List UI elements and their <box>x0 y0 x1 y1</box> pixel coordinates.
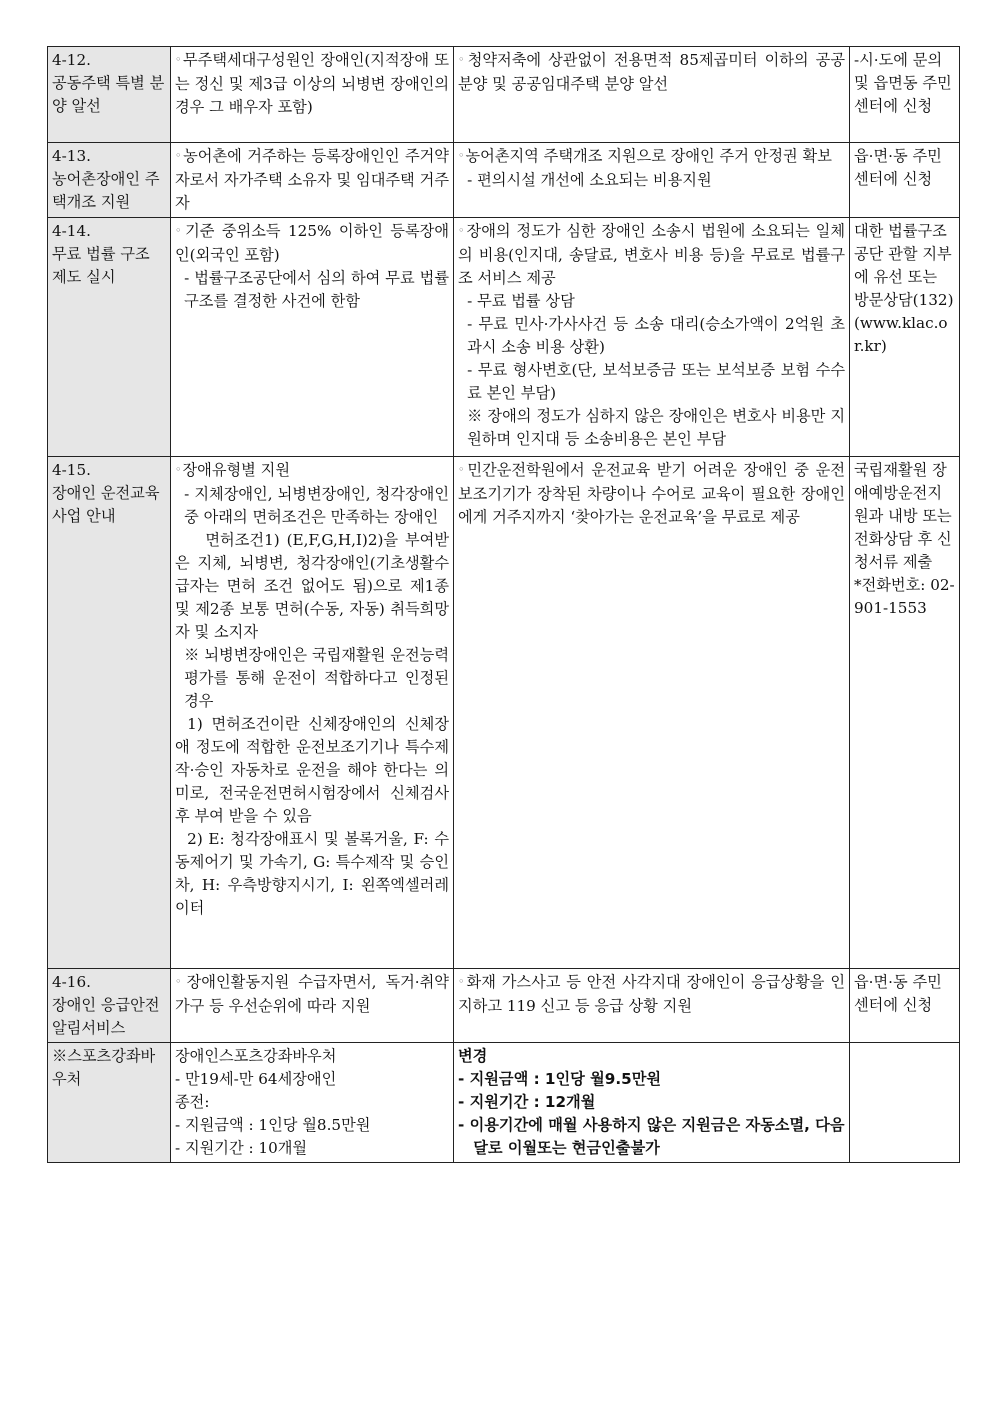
content-cell: ◦ 농어촌지역 주택개조 지원으로 장애인 주거 안정권 확보 - 편의시설 개선에 소요되는 비용지원 <box>454 143 850 218</box>
service-table <box>47 46 960 1163</box>
target-cell: ◦ 무주택세대구성원인 장애인(지적장애 또는 정신 및 제3급 이상의 뇌병변 장애인의 경우 그 배우자 포함) <box>171 47 454 143</box>
target-cell: ◦ 농어촌에 거주하는 등록장애인인 주거약자로서 자가주택 소유자 및 임대주택 거주자 <box>171 143 454 218</box>
row-title: ※스포츠강좌바우처 <box>48 1043 171 1163</box>
table-row <box>48 1043 960 1163</box>
row-title: 4-14. 무료 법률 구조 제도 실시 <box>48 218 171 457</box>
apply-cell: -시·도에 문의 및 읍면동 주민센터에 신청 <box>850 47 960 143</box>
row-title: 4-15. 장애인 운전교육 사업 안내 <box>48 457 171 969</box>
content-cell: 변경 - 지원금액 : 1인당 월9.5만원 - 지원기간 : 12개월 - 이용기간에 매월 사용하지 않은 지원금은 자동소멸, 다음달로 이월또는 현금인출불가 <box>454 1043 850 1163</box>
table-row <box>48 218 960 457</box>
apply-cell <box>850 1043 960 1163</box>
content-cell: ◦ 화재 가스사고 등 안전 사각지대 장애인이 응급상황을 인지하고 119 신고 등 응급 상황 지원 <box>454 969 850 1043</box>
target-cell: ◦ 기준 중위소득 125% 이하인 등록장애인(외국인 포함) - 법률구조공단에서 심의 하여 무료 법률 구조를 결정한 사건에 한함 <box>171 218 454 457</box>
row-title: 4-13. 농어촌장애인 주택개조 지원 <box>48 143 171 218</box>
apply-cell: 읍·면·동 주민센터에 신청 <box>850 969 960 1043</box>
row-title: 4-16. 장애인 응급안전 알림서비스 <box>48 969 171 1043</box>
table-row <box>48 457 960 969</box>
target-cell: 장애인스포츠강좌바우처 - 만19세-만 64세장애인 종전: - 지원금액 : 1인당 월8.5만원 - 지원기간 : 10개월 <box>171 1043 454 1163</box>
row-title: 4-12. 공동주택 특별 분양 알선 <box>48 47 171 143</box>
target-cell: ◦ 장애인활동지원 수급자면서, 독거·취약가구 등 우선순위에 따라 지원 <box>171 969 454 1043</box>
target-cell: ◦ 장애유형별 지원 - 지체장애인, 뇌병변장애인, 청각장애인 중 아래의 면허조건은 만족하는 장애인 면허조건1) (E,F,G,H,I)2)을 부여받은 지체, 뇌병변, 청각장애인(기초생활수급자는 면허 조건 없어도 됨)으로 제1종 및 제2종 보통 면허(수동, 자동) 취득희망자 및 소지자 ※ 뇌병변장애인은 국립재활원 운전능력 평가를 통해 운전이 적합하다고 인정된 경우 1) 면허조건이란 신체장애인의 신체장애 정도에 적합한 운전보조기기나 특수제작·승인 자동차로 운전을 해야 한다는 의미로, 전국운전면허시험장에서 신체검사 후 부여 받을 수 있음 2) E: 청각장애표시 및 볼록거울, F: 수동제어기 및 가속기, G: 특수제작 및 승인차, H: 우측방향지시기, I: 왼쪽엑셀러레이터 <box>171 457 454 969</box>
table-row <box>48 47 960 143</box>
table-row <box>48 143 960 218</box>
apply-cell: 국립재활원 장애예방운전지원과 내방 또는 전화상담 후 신청서류 제출 *전화번호: 02-901-1553 <box>850 457 960 969</box>
table-row <box>48 969 960 1043</box>
content-cell: ◦ 민간운전학원에서 운전교육 받기 어려운 장애인 중 운전보조기기가 장착된 차량이나 수어로 교육이 필요한 장애인에게 거주지까지 ‘찾아가는 운전교육’을 무료로 제공 <box>454 457 850 969</box>
apply-cell: 읍·면·동 주민센터에 신청 <box>850 143 960 218</box>
content-cell: ◦ 청약저축에 상관없이 전용면적 85제곱미터 이하의 공공분양 및 공공임대주택 분양 알선 <box>454 47 850 143</box>
content-cell: ◦ 장애의 정도가 심한 장애인 소송시 법원에 소요되는 일체의 비용(인지대, 송달료, 변호사 비용 등)을 무료로 법률구조 서비스 제공 - 무료 법률 상담 - 무료 민사·가사사건 등 소송 대리(승소가액이 2억원 초과시 소송 비용 상환) - 무료 형사변호(단, 보석보증금 또는 보석보증 보험 수수료 본인 부담) ※ 장애의 정도가 심하지 않은 장애인은 변호사 비용만 지원하며 인지대 등 소송비용은 본인 부담 <box>454 218 850 457</box>
apply-cell: 대한 법률구조공단 관할 지부에 유선 또는 방문상담(132) (www.klac.or.kr) <box>850 218 960 457</box>
